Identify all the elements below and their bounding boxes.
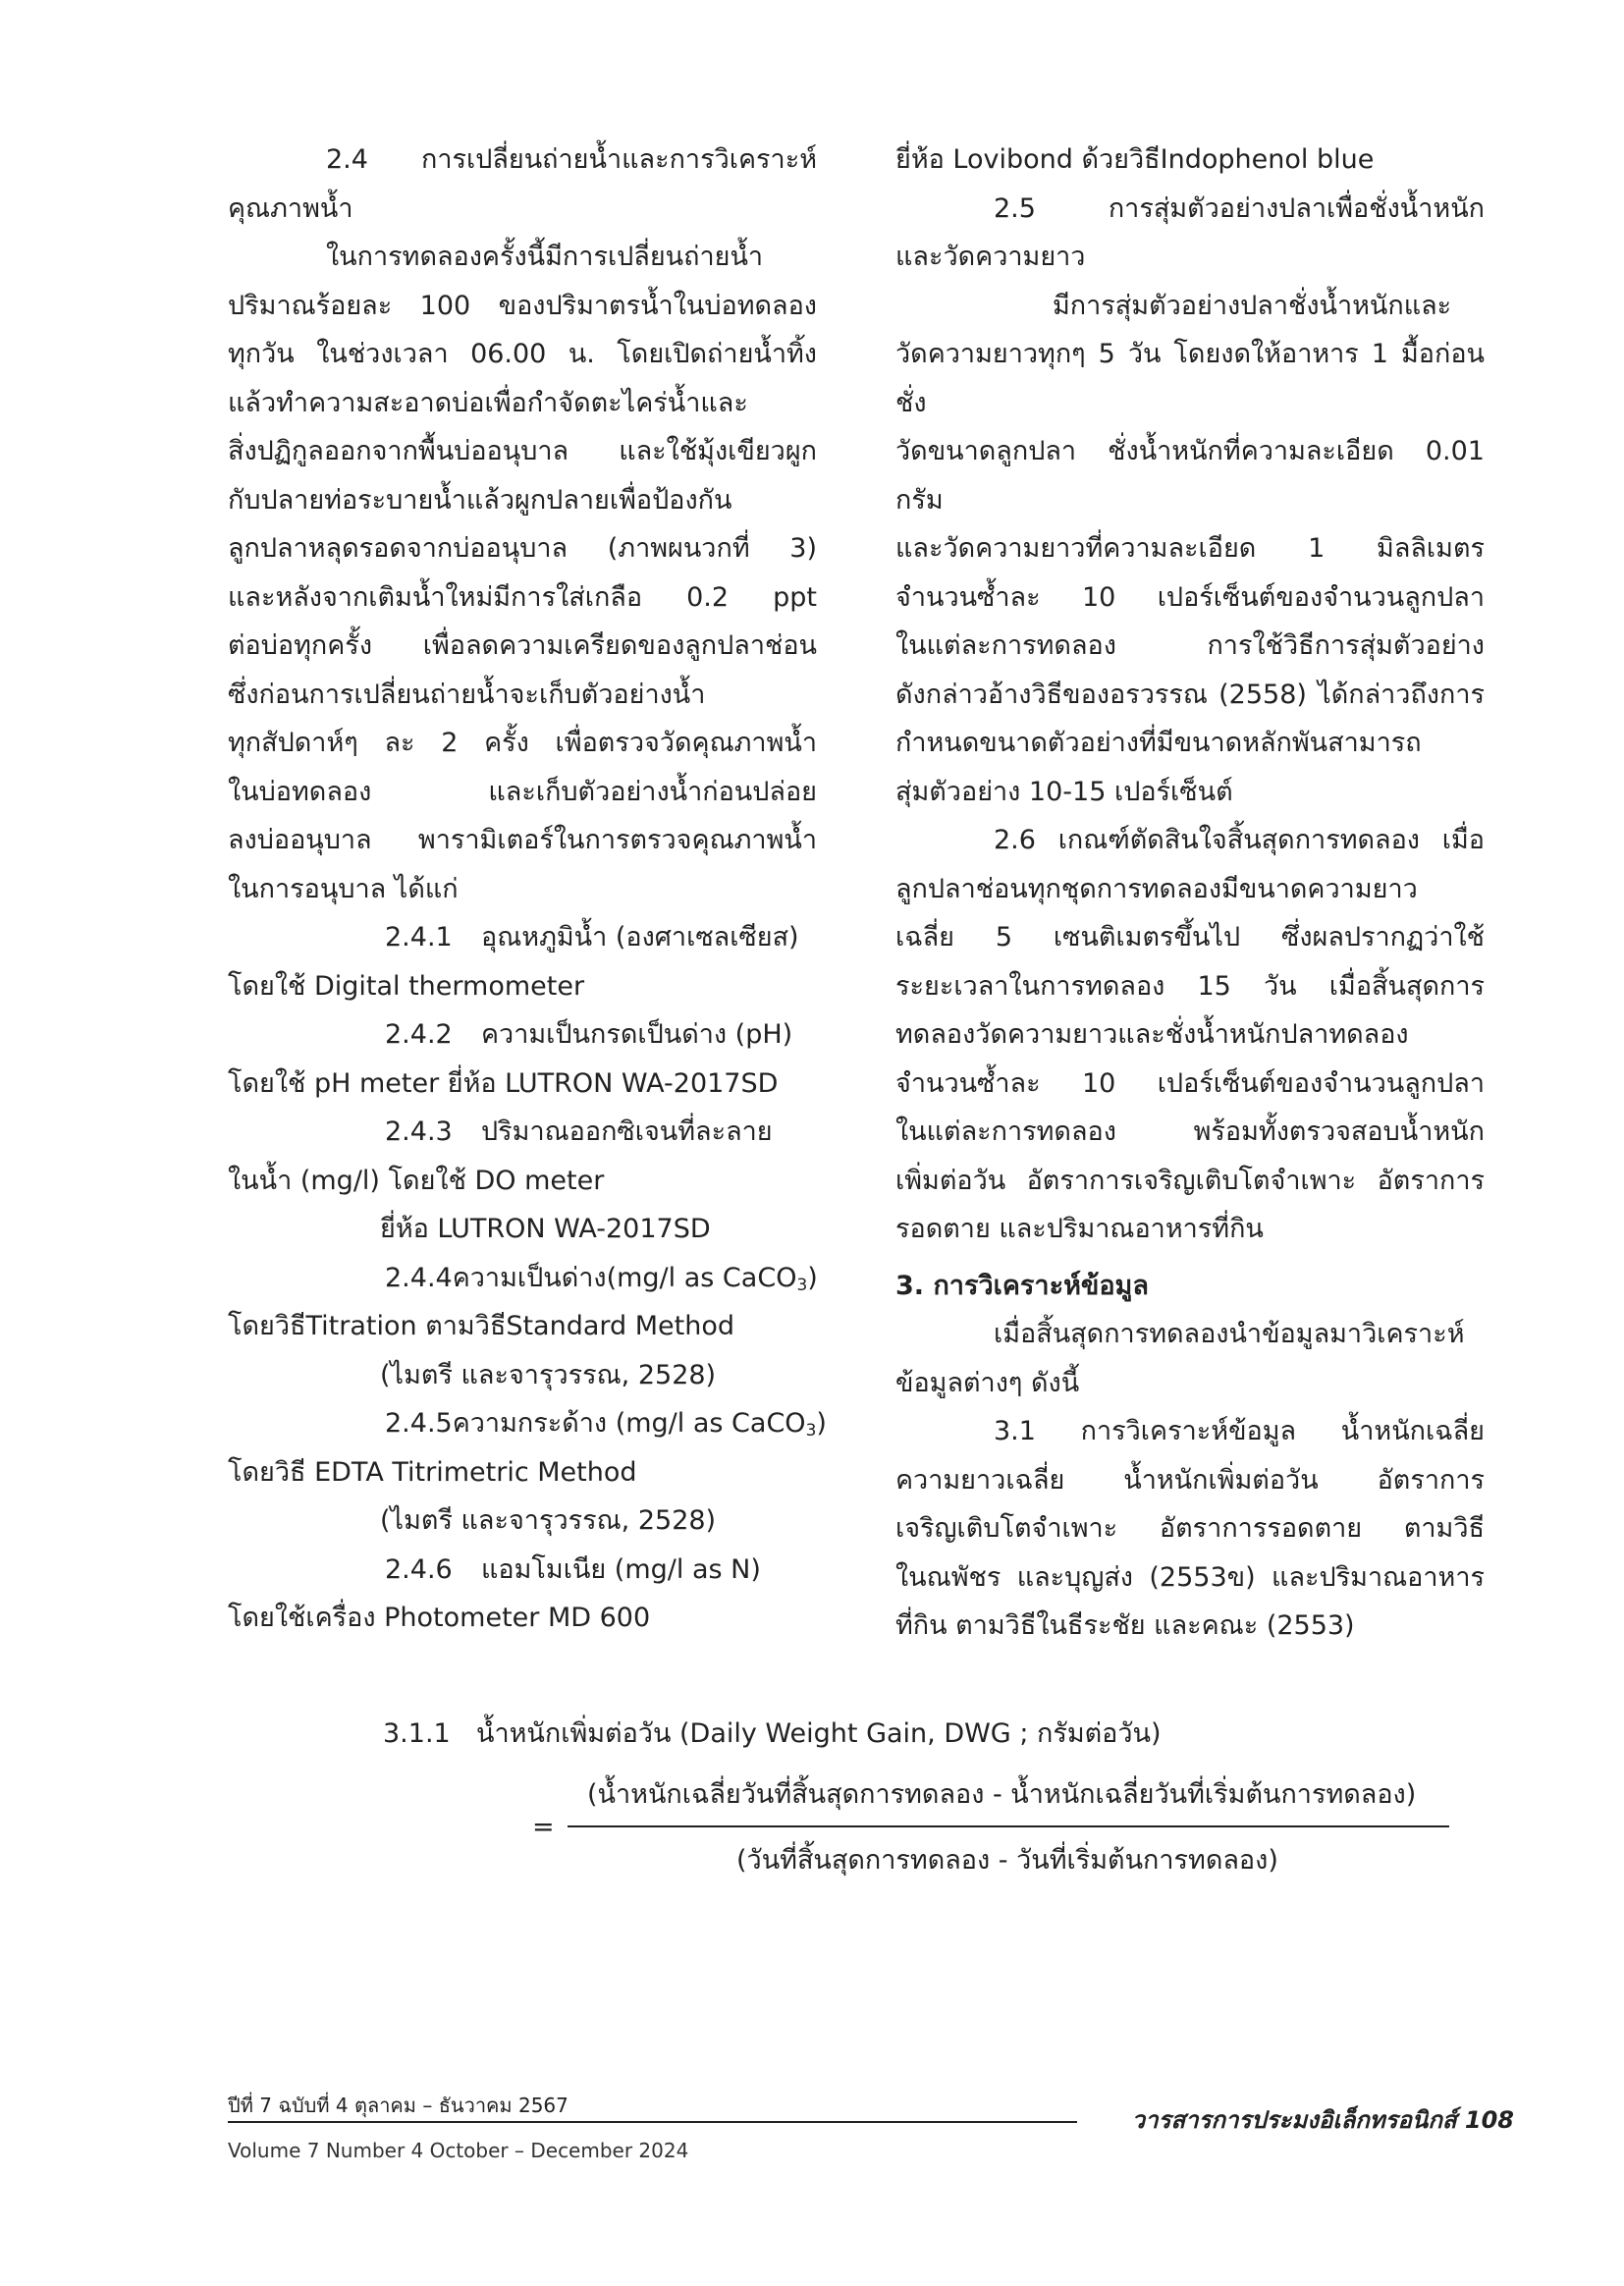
para-line: ในการทดลองครั้งนี้มีการเปลี่ยนถ่ายน้ำ xyxy=(326,242,764,272)
para-line: ลงบ่ออนุบาล พารามิเตอร์ในการตรวจคุณภาพน้ำ xyxy=(228,825,817,855)
item-2-4-3 xyxy=(228,1108,817,1157)
item-text: อุณหภูมิน้ำ (องศาเซลเซียส) xyxy=(481,922,799,952)
section-2-4-heading: 2.4 การเปลี่ยนถ่ายน้ำและการวิเคราะห์ xyxy=(326,144,817,175)
equation-number: 3.1.1 xyxy=(383,1718,451,1749)
para-line: ลูกปลาช่อนทุกชุดการทดลองมีขนาดความยาว xyxy=(895,873,1418,904)
para-line: ระยะเวลาในการทดลอง 15 วัน เมื่อสิ้นสุดการ xyxy=(895,970,1485,1002)
para-line: สิ่งปฏิกูลออกจากพื้นบ่ออนุบาล และใช้มุ้งเขียวผูก xyxy=(228,436,817,466)
page-number: 108 xyxy=(1464,2106,1514,2134)
footer-journal xyxy=(1132,2100,1514,2139)
para-line: ทุกวัน ในช่วงเวลา 06.00 น. โดยเปิดถ่ายน้ำทิ้ง xyxy=(228,339,817,369)
right-column xyxy=(895,136,1485,1651)
item-text-close: ) xyxy=(816,1408,827,1439)
item-2-4-6-cont: โดยใช้เครื่อง Photometer MD 600 xyxy=(228,1603,651,1633)
item-text: แอมโมเนีย (mg/l as N) xyxy=(481,1553,761,1585)
item-2-4-3-cont2: ยี่ห้อ LUTRON WA-2017SD xyxy=(380,1214,711,1244)
para-line: มีการสุ่มตัวอย่างปลาชั่งน้ำหนักและ xyxy=(1053,290,1452,321)
fraction-bar xyxy=(568,1825,1449,1827)
footer-volume-english: Volume 7 Number 4 October – December 2024 xyxy=(228,2139,689,2162)
equation-denominator: (วันที่สิ้นสุดการทดลอง - วันที่เริ่มต้นการทดลอง) xyxy=(736,1845,1278,1876)
para-line: ที่กิน ตามวิธีในธีระชัย และคณะ (2553) xyxy=(895,1610,1355,1641)
para-line: แล้วทำความสะอาดบ่อเพื่อกำจัดตะไคร่น้ำและ xyxy=(228,387,748,418)
para-line: ความยาวเฉลี่ย น้ำหนักเพิ่มต่อวัน อัตราการ xyxy=(895,1464,1485,1496)
item-text: ปริมาณออกซิเจนที่ละลาย xyxy=(481,1116,773,1147)
left-column xyxy=(228,136,827,1643)
item-text xyxy=(453,1254,818,1303)
item-2-4-2-cont: โดยใช้ pH meter ยี่ห้อ LUTRON WA-2017SD xyxy=(228,1067,779,1099)
item-2-4-1 xyxy=(228,913,817,962)
para-line: จำนวนซ้ำละ 10 เปอร์เซ็นต์ของจำนวนลูกปลา xyxy=(895,581,1485,613)
item-2-4-4-cont: โดยวิธีTitration ตามวิธีStandard Method xyxy=(228,1311,735,1341)
section-3-1-heading: 3.1 การวิเคราะห์ข้อมูล น้ำหนักเฉลี่ย xyxy=(994,1416,1485,1446)
para-line: ซึ่งก่อนการเปลี่ยนถ่ายน้ำจะเก็บตัวอย่างน้ำ xyxy=(228,679,706,710)
para-line: เมื่อสิ้นสุดการทดลองนำข้อมูลมาวิเคราะห์ xyxy=(994,1319,1465,1349)
para-line: ในบ่อทดลอง และเก็บตัวอย่างน้ำก่อนปล่อย xyxy=(228,776,817,807)
para-line: รอดตาย และปริมาณอาหารที่กิน xyxy=(895,1214,1264,1244)
section-2-5-heading: 2.5 การสุ่มตัวอย่างปลาเพื่อชั่งน้ำหนัก xyxy=(994,192,1485,224)
item-text xyxy=(453,1399,827,1448)
item-2-4-6 xyxy=(228,1546,817,1595)
item-text-close: ) xyxy=(807,1262,818,1293)
para-line: สุ่มตัวอย่าง 10-15 เปอร์เซ็นต์ xyxy=(895,776,1233,807)
para-line: ทดลองวัดความยาวและชั่งน้ำหนักปลาทดลอง xyxy=(895,1019,1409,1050)
item-2-4-5 xyxy=(228,1399,827,1448)
section-2-5-heading-cont: และวัดความยาว xyxy=(895,242,1086,272)
para-line: จำนวนซ้ำละ 10 เปอร์เซ็นต์ของจำนวนลูกปลา xyxy=(895,1067,1485,1099)
item-number: 2.4.5 xyxy=(385,1408,453,1439)
item-2-4-4 xyxy=(228,1254,817,1303)
para-line: ทุกสัปดาห์ๆ ละ 2 ครั้ง เพื่อตรวจวัดคุณภาพน้ำ xyxy=(228,728,817,758)
para-line: ต่อบ่อทุกครั้ง เพื่อลดความเครียดของลูกปลาช่อน xyxy=(228,630,817,661)
equation-label xyxy=(383,1714,1162,1754)
item-2-4-4-cont2: (ไมตรี และจารุวรรณ, 2528) xyxy=(380,1359,717,1390)
para-line: ข้อมูลต่างๆ ดังนี้ xyxy=(895,1367,1080,1398)
item-number: 2.4.4 xyxy=(385,1262,453,1293)
equation-numerator: (น้ำหนักเฉลี่ยวันที่สิ้นสุดการทดลอง - น้ำหนักเฉลี่ยวันที่เริ่มต้นการทดลอง) xyxy=(587,1779,1417,1810)
item-text: ความเป็นกรดเป็นด่าง (pH) xyxy=(481,1019,793,1050)
item-number: 2.4.1 xyxy=(385,922,453,952)
item-2-4-2 xyxy=(228,1010,817,1060)
item-number: 2.4.3 xyxy=(385,1116,453,1147)
section-3-heading: 3. การวิเคราะห์ข้อมูล xyxy=(895,1270,1149,1301)
section-2-4-heading-cont: คุณภาพน้ำ xyxy=(228,192,353,224)
para-line: กำหนดขนาดตัวอย่างที่มีขนาดหลักพันสามารถ xyxy=(895,728,1422,758)
item-2-4-1-cont: โดยใช้ Digital thermometer xyxy=(228,970,585,1002)
para-line: ลูกปลาหลุดรอดจากบ่ออนุบาล (ภาพผนวกที่ 3) xyxy=(228,533,817,564)
para-line: กับปลายท่อระบายน้ำแล้วผูกปลายเพื่อป้องกัน xyxy=(228,484,732,516)
para-line: ปริมาณร้อยละ 100 ของปริมาตรน้ำในบ่อทดลอง xyxy=(228,290,817,321)
para-line: และวัดความยาวที่ความละเอียด 1 มิลลิเมตร xyxy=(895,533,1485,564)
subscript: 3 xyxy=(805,1421,817,1441)
item-number: 2.4.6 xyxy=(385,1553,453,1585)
para-line: เจริญเติบโตจำเพาะ อัตราการรอดตาย ตามวิธี xyxy=(895,1513,1485,1544)
item-2-4-5-cont2: (ไมตรี และจารุวรรณ, 2528) xyxy=(380,1505,717,1536)
para-line: ในการอนุบาล ได้แก่ xyxy=(228,873,459,904)
equation-title: น้ำหนักเพิ่มต่อวัน (Daily Weight Gain, DWG ; กรัมต่อวัน) xyxy=(476,1718,1162,1749)
item-text-main: ความกระด้าง (mg/l as CaCO xyxy=(452,1408,806,1439)
subscript: 3 xyxy=(796,1275,808,1295)
para-line: เฉลี่ย 5 เซนติเมตรขึ้นไป ซึ่งผลปรากฏว่าใช้ xyxy=(895,922,1485,952)
item-2-4-3-cont: ในน้ำ (mg/l) โดยใช้ DO meter xyxy=(228,1165,605,1196)
journal-title: วารสารการประมงอิเล็กทรอนิกส์ xyxy=(1131,2106,1457,2134)
equals-sign: = xyxy=(532,1812,555,1842)
item-2-4-5-cont: โดยวิธี EDTA Titrimetric Method xyxy=(228,1456,637,1488)
para-line: ในแต่ละการทดลอง การใช้วิธีการสุ่มตัวอย่าง xyxy=(895,630,1485,661)
item-text-main: ความเป็นด่าง(mg/l as CaCO xyxy=(452,1262,797,1293)
footer-divider xyxy=(228,2121,1077,2123)
para-line: ดังกล่าวอ้างวิธีของอรวรรณ (2558) ได้กล่าวถึงการ xyxy=(895,679,1485,710)
para-line: วัดขนาดลูกปลา ชั่งน้ำหนักที่ความละเอียด 0.01 กรัม xyxy=(895,436,1485,516)
para-line: และหลังจากเติมน้ำใหม่มีการใส่เกลือ 0.2 ppt xyxy=(228,581,817,613)
para-line: วัดความยาวทุกๆ 5 วัน โดยงดให้อาหาร 1 มื้อก่อนชั่ง xyxy=(895,339,1485,418)
lovibond-line: ยี่ห้อ Lovibond ด้วยวิธีIndophenol blue xyxy=(895,144,1375,175)
item-number: 2.4.2 xyxy=(385,1019,453,1050)
para-line: ในแต่ละการทดลอง พร้อมทั้งตรวจสอบน้ำหนัก xyxy=(895,1116,1485,1147)
para-line: เพิ่มต่อวัน อัตราการเจริญเติบโตจำเพาะ อัตราการ xyxy=(895,1165,1485,1196)
section-2-6-heading: 2.6 เกณฑ์ตัดสินใจสิ้นสุดการทดลอง เมื่อ xyxy=(994,825,1485,855)
para-line: ในณพัชร และบุญส่ง (2553ข) และปริมาณอาหาร xyxy=(895,1561,1485,1593)
footer-issue-thai: ปีที่ 7 ฉบับที่ 4 ตุลาคม – ธันวาคม 2567 xyxy=(228,2094,568,2117)
